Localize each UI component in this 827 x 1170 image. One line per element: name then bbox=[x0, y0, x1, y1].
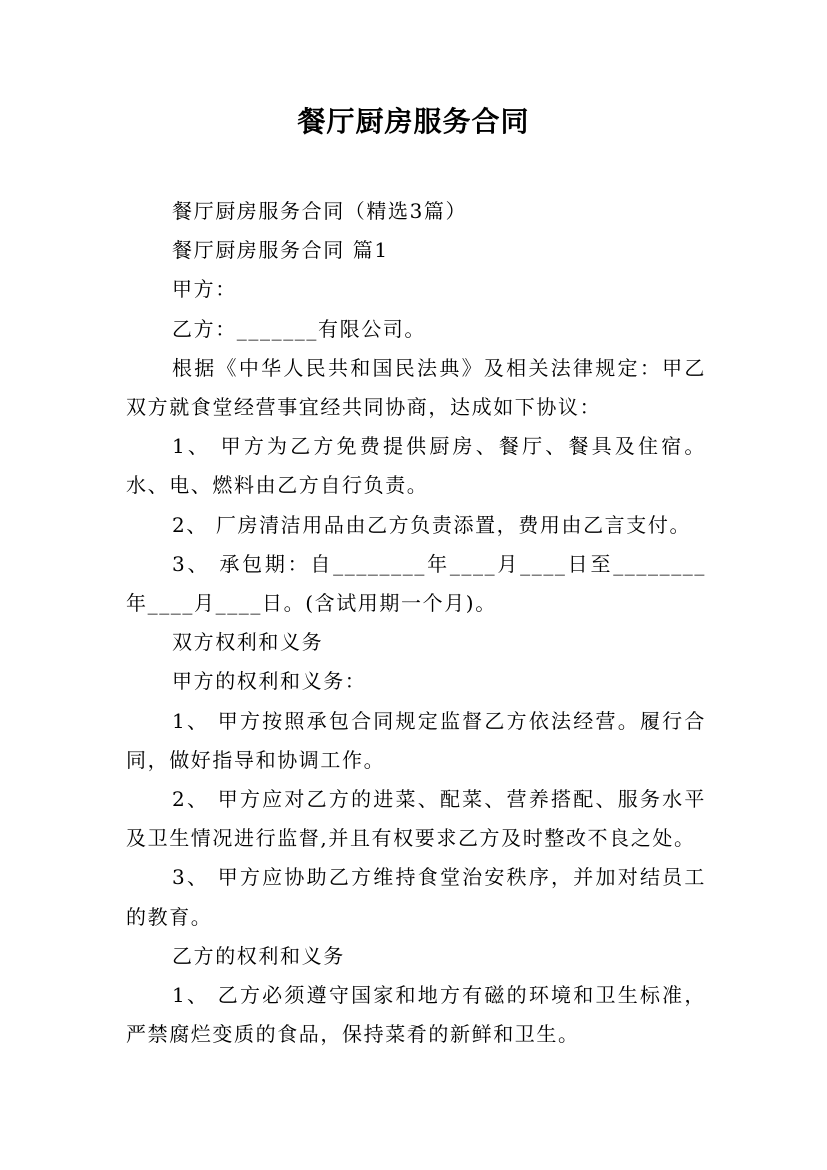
paragraph-party-a-rights-heading: 甲方的权利和义务： bbox=[172, 669, 367, 694]
paragraph-party-a: 甲方： bbox=[172, 277, 237, 302]
paragraph-preamble: 根据《中华人民共和国民法典》及相关法律规定：甲乙双方就食堂经营事宜经共同协商，达成如下协议： bbox=[126, 355, 706, 420]
paragraph-clause-3: 3、 承包期：自________年____月____日至________年____月____日。(含试用期一个月)。 bbox=[126, 551, 706, 616]
paragraph-subtitle: 餐厅厨房服务合同（精选3篇） bbox=[172, 199, 468, 223]
document-body bbox=[126, 192, 706, 1054]
paragraph-party-b-item-1: 1、 乙方必须遵守国家和地方有磁的环境和卫生标准，严禁腐烂变质的食品，保持菜肴的新鲜和卫生。 bbox=[126, 983, 706, 1047]
document-title: 餐厅厨房服务合同 bbox=[297, 105, 530, 138]
paragraph-clause-2: 2、 厂房清洁用品由乙方负责添置，费用由乙言支付。 bbox=[172, 512, 692, 537]
paragraph-rights-heading: 双方权利和义务 bbox=[172, 630, 324, 655]
paragraph-party-a-item-2: 2、 甲方应对乙方的进菜、配菜、营养搭配、服务水平及卫生情况进行监督,并且有权要求乙方及时整改不良之处。 bbox=[126, 787, 706, 851]
paragraph-party-b: 乙方：_______有限公司。 bbox=[172, 316, 426, 341]
paragraph-section-heading: 餐厅厨房服务合同 篇1 bbox=[172, 238, 389, 263]
paragraph-party-a-item-3: 3、 甲方应协助乙方维持食堂治安秩序，并加对结员工的教育。 bbox=[126, 865, 706, 929]
paragraph-party-a-item-1: 1、 甲方按照承包合同规定监督乙方依法经营。履行合同，做好指导和协调工作。 bbox=[126, 708, 706, 772]
paragraph-party-b-rights-heading: 乙方的权利和义务 bbox=[172, 943, 345, 968]
paragraph-clause-1: 1、 甲方为乙方免费提供厨房、餐厅、餐具及住宿。水、电、燃料由乙方自行负责。 bbox=[126, 434, 706, 498]
